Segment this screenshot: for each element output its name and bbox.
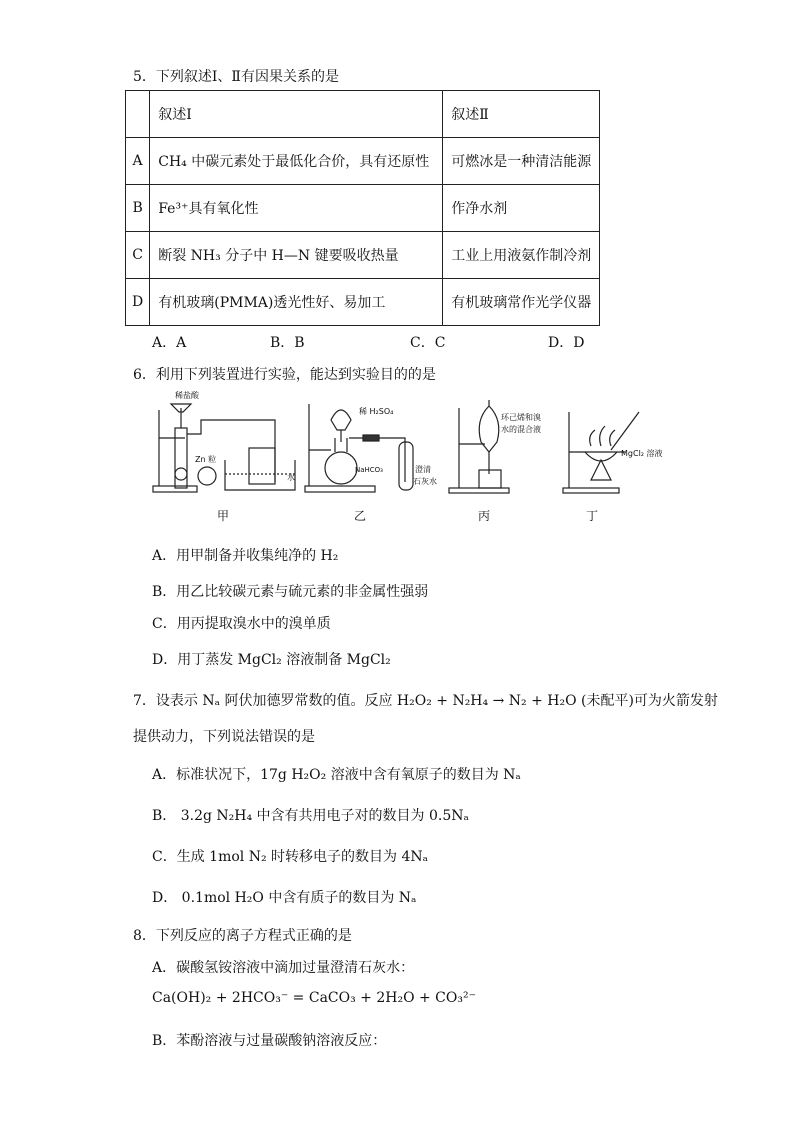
- q6-option-d[interactable]: D．用丁蒸发 MgCl₂ 溶液制备 MgCl₂: [152, 652, 391, 668]
- apparatus-ding: [563, 412, 663, 493]
- row-label: A: [126, 138, 150, 185]
- q5-table: [125, 90, 600, 326]
- table-row: [126, 138, 600, 185]
- apparatus-jia: [153, 390, 295, 492]
- q8-option-b[interactable]: B．苯酚溶液与过量碳酸钠溶液反应：: [152, 1033, 387, 1049]
- caption-yi: 乙: [354, 509, 367, 523]
- table-cell: [126, 91, 150, 138]
- label-mgcl2: MgCl₂ 溶液: [621, 449, 663, 458]
- statement-1: 有机玻璃(PMMA)透光性好、易加工: [150, 279, 443, 326]
- caption-ding: 丁: [586, 509, 599, 523]
- q5-option-c[interactable]: C．C: [410, 335, 446, 351]
- table-row: [126, 232, 600, 279]
- q7-option-d[interactable]: D． 0.1mol H₂O 中含有质子的数目为 Nₐ: [152, 890, 417, 906]
- q8-stem: 8．下列反应的离子方程式正确的是: [133, 928, 352, 944]
- q5-stem: 5．下列叙述Ⅰ、Ⅱ有因果关系的是: [133, 69, 339, 85]
- q6-stem: 6．利用下列装置进行实验，能达到实验目的的是: [133, 367, 436, 383]
- statement-2: 作净水剂: [443, 185, 600, 232]
- label-dilute-hcl: 稀盐酸: [175, 391, 199, 400]
- table-row: [126, 279, 600, 326]
- statement-2: 有机玻璃常作光学仪器: [443, 279, 600, 326]
- label-mix-1: 环己烯和溴: [501, 413, 541, 422]
- row-label: C: [126, 232, 150, 279]
- q8-equation-a: Ca(OH)₂ + 2HCO₃⁻ = CaCO₃ + 2H₂O + CO₃²⁻: [152, 990, 476, 1006]
- q5-option-a[interactable]: A．A: [152, 335, 187, 351]
- q6-option-c[interactable]: C．用丙提取溴水中的溴单质: [152, 616, 331, 632]
- statement-1: 断裂 NH₃ 分子中 H—N 键要吸收热量: [150, 232, 443, 279]
- q6-option-b[interactable]: B．用乙比较碳元素与硫元素的非金属性强弱: [152, 584, 429, 600]
- apparatus-figure: [145, 390, 705, 505]
- row-label: D: [126, 279, 150, 326]
- table-row: [126, 185, 600, 232]
- apparatus-bing: [449, 400, 541, 493]
- label-limewater-2: 石灰水: [413, 477, 437, 486]
- table-header-1: 叙述Ⅰ: [150, 91, 443, 138]
- q7-option-c[interactable]: C．生成 1mol N₂ 时转移电子的数目为 4Nₐ: [152, 849, 429, 865]
- label-water: 水: [287, 473, 295, 482]
- statement-1: Fe³⁺具有氧化性: [150, 185, 443, 232]
- label-zn: Zn 粒: [195, 455, 217, 464]
- q7-option-b[interactable]: B． 3.2g N₂H₄ 中含有共用电子对的数目为 0.5Nₐ: [152, 808, 469, 824]
- label-limewater-1: 澄清: [415, 465, 431, 474]
- statement-1: CH₄ 中碳元素处于最低化合价，具有还原性: [150, 138, 443, 185]
- statement-2: 可燃冰是一种清洁能源: [443, 138, 600, 185]
- table-row: [126, 91, 600, 138]
- q7-stem-line-2: 提供动力，下列说法错误的是: [133, 729, 315, 745]
- label-nahco3: NaHCO₃: [355, 466, 383, 474]
- label-dilute-h2so4: 稀 H₂SO₄: [359, 407, 394, 416]
- q5-option-d[interactable]: D．D: [548, 335, 585, 351]
- q6-option-a[interactable]: A．用甲制备并收集纯净的 H₂: [152, 548, 339, 564]
- table-header-2: 叙述Ⅱ: [443, 91, 600, 138]
- caption-jia: 甲: [217, 509, 230, 523]
- apparatus-yi: [305, 404, 437, 492]
- q7-stem-line-1: 7．设表示 Nₐ 阿伏加德罗常数的值。反应 H₂O₂ + N₂H₄ → N₂ + H₂O (未配平)可为火箭发射: [133, 693, 718, 709]
- q7-option-a[interactable]: A．标准状况下，17g H₂O₂ 溶液中含有氧原子的数目为 Nₐ: [152, 767, 521, 783]
- q8-option-a[interactable]: A．碳酸氢铵溶液中滴加过量澄清石灰水：: [152, 960, 415, 976]
- q5-option-b[interactable]: B．B: [270, 335, 305, 351]
- statement-2: 工业上用液氨作制冷剂: [443, 232, 600, 279]
- row-label: B: [126, 185, 150, 232]
- caption-bing: 丙: [478, 509, 491, 523]
- label-mix-2: 水的混合液: [501, 425, 541, 434]
